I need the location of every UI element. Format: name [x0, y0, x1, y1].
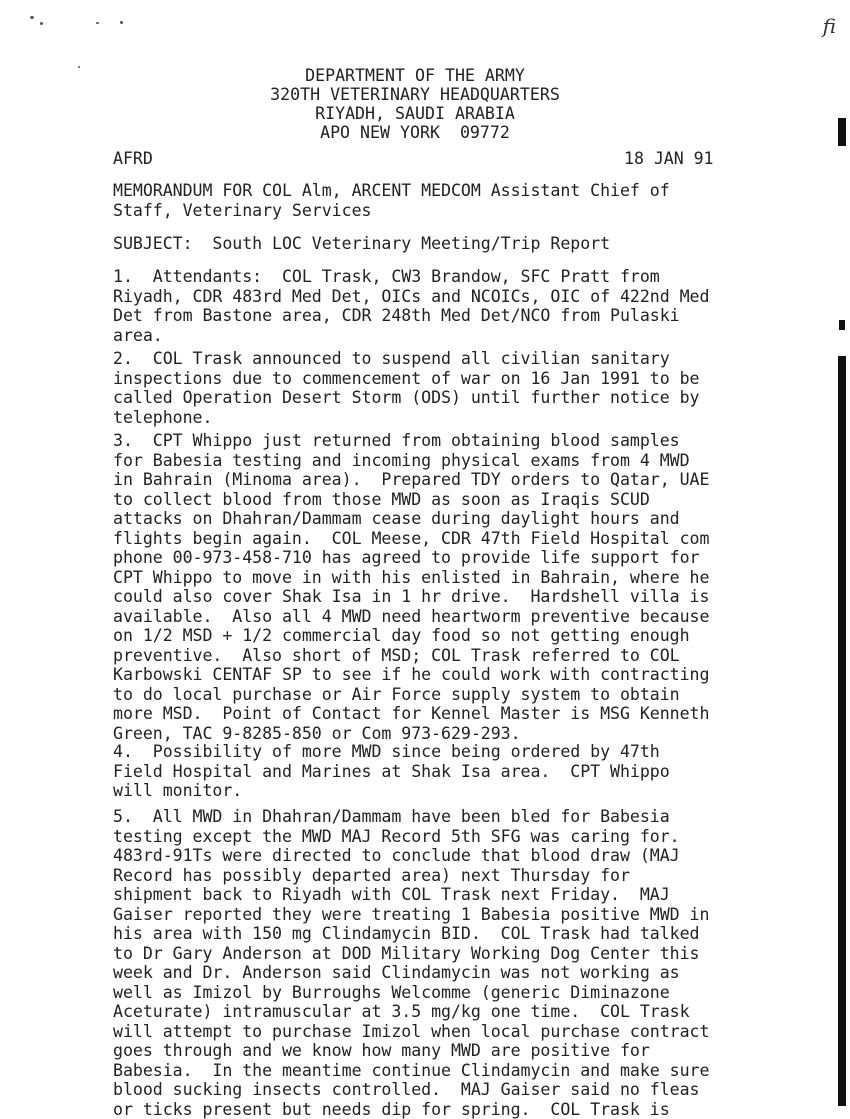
text-line: Green, TAC 9-8285-850 or Com 973-629-293.	[113, 724, 709, 744]
text-line: or ticks present but needs dip for spring. COL Trask is	[113, 1100, 709, 1119]
text-line: testing except the MWD MAJ Record 5th SFG was caring for.	[113, 827, 709, 847]
text-line: 4. Possibility of more MWD since being ordered by 47th	[113, 742, 670, 762]
memo-date: 18 JAN 91	[624, 149, 713, 169]
text-line: blood sucking insects controlled. MAJ Gaiser said no fleas	[113, 1080, 709, 1100]
paragraph-5	[113, 807, 709, 1119]
text-line: to Dr Gary Anderson at DOD Military Working Dog Center this	[113, 944, 709, 964]
text-line: will monitor.	[113, 781, 670, 801]
text-line: Det from Bastone area, CDR 248th Med Det/NCO from Pulaski	[113, 306, 709, 326]
text-line: 483rd-91Ts were directed to conclude that blood draw (MAJ	[113, 846, 709, 866]
text-line: attacks on Dhahran/Dammam cease during daylight hours and	[113, 509, 709, 529]
text-line: on 1/2 MSD + 1/2 commercial day food so not getting enough	[113, 626, 709, 646]
text-line: Staff, Veterinary Services	[113, 201, 670, 221]
text-line: to do local purchase or Air Force supply system to obtain	[113, 685, 709, 705]
text-line: telephone.	[113, 408, 699, 428]
text-line: 1. Attendants: COL Trask, CW3 Brandow, SFC Pratt from	[113, 267, 709, 287]
text-line: inspections due to commencement of war on 16 Jan 1991 to be	[113, 369, 699, 389]
text-line: Gaiser reported they were treating 1 Babesia positive MWD in	[113, 905, 709, 925]
text-line: shipment back to Riyadh with COL Trask next Friday. MAJ	[113, 885, 709, 905]
text-line: flights begin again. COL Meese, CDR 47th Field Hospital com	[113, 529, 709, 549]
text-line: his area with 150 mg Clindamycin BID. COL Trask had talked	[113, 924, 709, 944]
scan-edge-mark	[839, 320, 845, 330]
text-line: preventive. Also short of MSD; COL Trask referred to COL	[113, 646, 709, 666]
text-line: 3. CPT Whippo just returned from obtaining blood samples	[113, 431, 709, 451]
text-line: could also cover Shak Isa in 1 hr drive. Hardshell villa is	[113, 587, 709, 607]
text-line: Riyadh, CDR 483rd Med Det, OICs and NCOICs, OIC of 422nd Med	[113, 287, 709, 307]
office-symbol: AFRD	[113, 149, 153, 169]
scan-edge-mark	[838, 356, 846, 1106]
text-line: Babesia. In the meantime continue Clindamycin and make sure	[113, 1061, 709, 1081]
text-line: week and Dr. Anderson said Clindamycin was not working as	[113, 963, 709, 983]
text-line: APO NEW YORK 09772	[0, 123, 830, 142]
text-line: 320TH VETERINARY HEADQUARTERS	[0, 85, 830, 104]
text-line: DEPARTMENT OF THE ARMY	[0, 66, 830, 85]
text-line: MEMORANDUM FOR COL Alm, ARCENT MEDCOM Assistant Chief of	[113, 181, 670, 201]
text-line: Record has possibly departed area) next Thursday for	[113, 866, 709, 886]
text-line: 5. All MWD in Dhahran/Dammam have been bled for Babesia	[113, 807, 709, 827]
text-line: goes through and we know how many MWD are positive for	[113, 1041, 709, 1061]
paragraph-4	[113, 742, 670, 801]
text-line: Karbowski CENTAF SP to see if he could work with contracting	[113, 665, 709, 685]
paragraph-1	[113, 267, 709, 345]
text-line: SUBJECT: South LOC Veterinary Meeting/Trip Report	[113, 234, 610, 254]
text-line: 2. COL Trask announced to suspend all civilian sanitary	[113, 349, 699, 369]
text-line: in Bahrain (Minoma area). Prepared TDY orders to Qatar, UAE	[113, 470, 709, 490]
text-line: more MSD. Point of Contact for Kennel Master is MSG Kenneth	[113, 704, 709, 724]
text-line: Aceturate) intramuscular at 3.5 mg/kg one time. COL Trask	[113, 1002, 709, 1022]
text-line: phone 00-973-458-710 has agreed to provide life support for	[113, 548, 709, 568]
memorandum-for	[113, 181, 670, 220]
text-line: area.	[113, 326, 709, 346]
text-line: will attempt to purchase Imizol when local purchase contract	[113, 1022, 709, 1042]
text-line: called Operation Desert Storm (ODS) until further notice by	[113, 388, 699, 408]
subject-line	[113, 234, 610, 254]
scan-speck	[96, 22, 99, 24]
handwritten-page-mark: fi	[823, 14, 836, 38]
paragraph-2	[113, 349, 699, 427]
scan-speck	[30, 16, 34, 19]
text-line: RIYADH, SAUDI ARABIA	[0, 104, 830, 123]
text-line: CPT Whippo to move in with his enlisted in Bahrain, where he	[113, 568, 709, 588]
scan-speck	[120, 21, 123, 24]
text-line: well as Imizol by Burroughs Welcomme (generic Diminazone	[113, 983, 709, 1003]
text-line: available. Also all 4 MWD need heartworm preventive because	[113, 607, 709, 627]
text-line: for Babesia testing and incoming physical exams from 4 MWD	[113, 451, 709, 471]
text-line: to collect blood from those MWD as soon as Iraqis SCUD	[113, 490, 709, 510]
scan-speck	[40, 22, 43, 25]
text-line: Field Hospital and Marines at Shak Isa area. CPT Whippo	[113, 762, 670, 782]
paragraph-3	[113, 431, 709, 743]
letterhead	[0, 66, 830, 142]
scan-edge-mark	[838, 118, 846, 146]
